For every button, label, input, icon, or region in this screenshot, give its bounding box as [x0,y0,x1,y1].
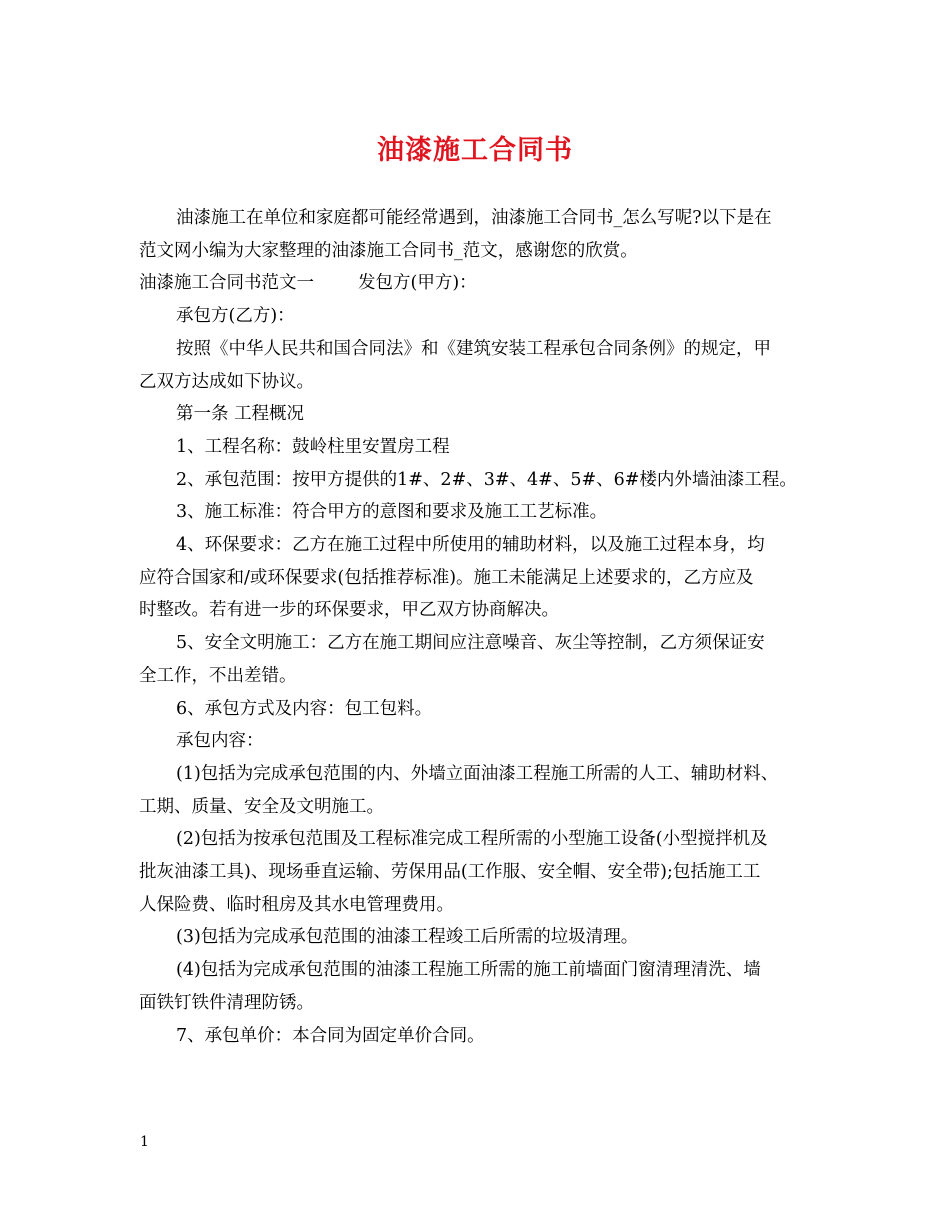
clause-line: 4、环保要求：乙方在施工过程中所使用的辅助材料，以及施工过程本身，均 [176,535,765,556]
clause-line: 应符合国家和/或环保要求(包括推荐标准)。施工未能满足上述要求的，乙方应及 [139,567,754,588]
clause-line: (4)包括为完成承包范围的油漆工程施工所需的施工前墙面门窗清理清洗、墙 [176,960,761,981]
section-heading: 油漆施工合同书范文一 [139,273,314,294]
party-a-label: 发包方(甲方)： [358,273,477,294]
clause-line: 5、安全文明施工：乙方在施工期间应注意噪音、灰尘等控制，乙方须保证安 [176,633,765,654]
clause-line: 3、施工标准：符合甲方的意图和要求及施工工艺标准。 [176,502,608,523]
clause-line: 1、工程名称：鼓岭柱里安置房工程 [176,436,450,457]
clause-line: (1)包括为完成承包范围的内、外墙立面油漆工程施工所需的人工、辅助材料、 [176,763,779,784]
clause-line: 时整改。若有进一步的环保要求，甲乙双方协商解决。 [139,600,559,621]
clause-line: 批灰油漆工具)、现场垂直运输、劳保用品(工作服、安全帽、安全带);包括施工工 [139,862,761,883]
paragraph-line: 油漆施工在单位和家庭都可能经常遇到，油漆施工合同书_怎么写呢?以下是在 [176,208,772,228]
party-b-label: 承包方(乙方)： [176,306,295,327]
page-number: 1 [140,1134,149,1150]
paragraph-line: 乙双方达成如下协议。 [139,371,314,392]
clause-line: 2、承包范围：按甲方提供的1#、2#、3#、4#、5#、6#楼内外墙油漆工程。 [176,469,797,490]
paragraph-line [139,267,819,300]
document-body [139,202,819,1052]
clause-line: 7、承包单价：本合同为固定单价合同。 [176,1025,485,1046]
clause-line: (2)包括为按承包范围及工程标准完成工程所需的小型施工设备(小型搅拌机及 [176,829,768,850]
paragraph-line: 按照《中华人民共和国合同法》和《建筑安装工程承包合同条例》的规定，甲 [176,338,771,359]
document-title: 油漆施工合同书 [377,135,573,166]
clause-line: 人保险费、临时租房及其水电管理费用。 [139,894,454,915]
clause-line: 承包内容： [176,731,264,752]
clause-line: 工期、质量、安全及文明施工。 [139,796,384,817]
clause-line: 全工作，不出差错。 [139,665,297,686]
clause-line: 面铁钉铁件清理防锈。 [139,992,314,1013]
paragraph-line: 范文网小编为大家整理的油漆施工合同书_范文，感谢您的欣赏。 [139,240,638,261]
article-heading: 第一条 工程概况 [176,404,305,425]
clause-line: 6、承包方式及内容：包工包料。 [176,698,433,719]
clause-line: (3)包括为完成承包范围的油漆工程竣工后所需的垃圾清理。 [176,927,639,948]
